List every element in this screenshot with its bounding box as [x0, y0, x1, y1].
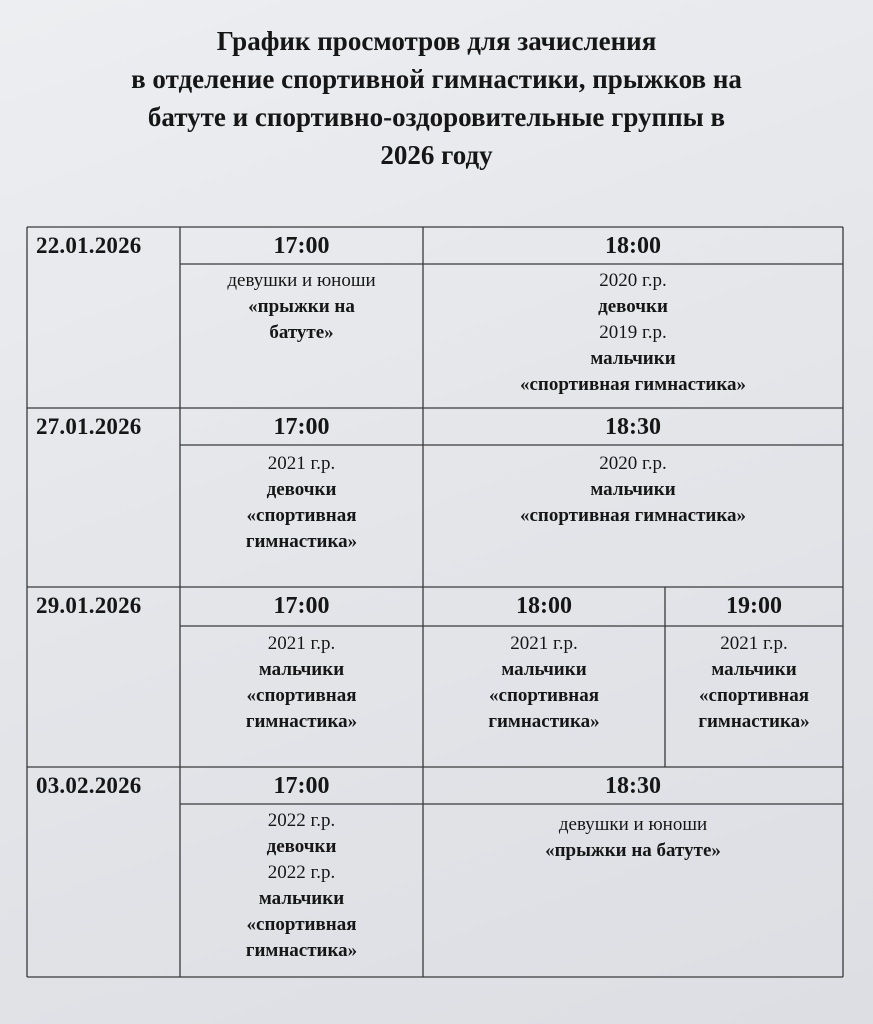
slot-line: «спортивная	[489, 685, 599, 706]
slot-description	[180, 451, 423, 555]
slot-line: гимнастика»	[245, 940, 358, 961]
slot-line: гимнастика»	[488, 711, 600, 732]
slot-time: 18:30	[605, 414, 661, 440]
slot-time: 17:00	[273, 593, 330, 619]
slot-line: «прыжки на	[248, 296, 355, 317]
slot-line: 2020 г.р.	[599, 453, 667, 474]
slot-line: 2020 г.р.	[599, 270, 667, 291]
slot-line: мальчики	[258, 888, 345, 909]
slot-line: 2019 г.р.	[599, 322, 667, 343]
slot-description	[180, 808, 423, 964]
slot-line: гимнастика»	[698, 711, 810, 732]
slot-line: «спортивная	[246, 914, 357, 935]
slot-line: мальчики	[590, 348, 676, 369]
row-date: 03.02.2026	[36, 773, 142, 798]
title-line-2: в отделение спортивной гимнастики, прыжков на	[131, 64, 742, 94]
slot-line: «спортивная	[246, 685, 357, 706]
slot-line: 2021 г.р.	[510, 633, 578, 654]
slot-line: 2021 г.р.	[267, 633, 336, 654]
slot-line: мальчики	[711, 659, 797, 680]
slot-line: девочки	[266, 836, 337, 857]
slot-line: мальчики	[501, 659, 587, 680]
slot-time: 18:00	[605, 233, 661, 259]
slot-line: девочки	[266, 479, 337, 500]
title-line-1: График просмотров для зачисления	[216, 26, 657, 56]
slot-description	[665, 631, 843, 735]
slot-time: 18:00	[516, 593, 572, 619]
title-line-3: батуте и спортивно-оздоровительные группы в	[147, 102, 726, 132]
slot-line: «прыжки на батуте»	[545, 840, 721, 861]
row-date: 29.01.2026	[36, 593, 142, 618]
slot-time: 17:00	[273, 414, 330, 440]
slot-line: девушки и юноши	[558, 814, 708, 835]
slot-description	[423, 268, 843, 398]
slot-line: девушки и юноши	[227, 270, 376, 291]
slot-description	[180, 631, 423, 735]
slot-line: батуте»	[269, 322, 334, 343]
slot-line: мальчики	[258, 659, 345, 680]
row-date: 22.01.2026	[36, 233, 142, 258]
slot-time: 19:00	[726, 593, 782, 619]
slot-line: «спортивная	[699, 685, 809, 706]
slot-line: «спортивная	[246, 505, 357, 526]
slot-line: «спортивная гимнастика»	[519, 374, 747, 395]
slot-time: 18:30	[605, 773, 661, 799]
slot-description	[180, 268, 423, 346]
slot-line: 2022 г.р.	[267, 810, 336, 831]
row-date: 27.01.2026	[36, 414, 142, 439]
slot-line: 2021 г.р.	[267, 453, 336, 474]
document-title	[0, 22, 873, 174]
slot-description	[423, 812, 843, 864]
slot-line: «спортивная гимнастика»	[519, 505, 747, 526]
slot-line: девочки	[598, 296, 668, 317]
title-line-4: 2026 году	[380, 140, 493, 170]
slot-description	[423, 451, 843, 529]
slot-line: 2021 г.р.	[720, 633, 788, 654]
slot-line: гимнастика»	[245, 711, 358, 732]
slot-line: мальчики	[590, 479, 676, 500]
slot-description	[423, 631, 665, 735]
slot-line: 2022 г.р.	[267, 862, 336, 883]
slot-time: 17:00	[273, 233, 330, 259]
slot-line: гимнастика»	[245, 531, 358, 552]
slot-time: 17:00	[273, 773, 330, 799]
